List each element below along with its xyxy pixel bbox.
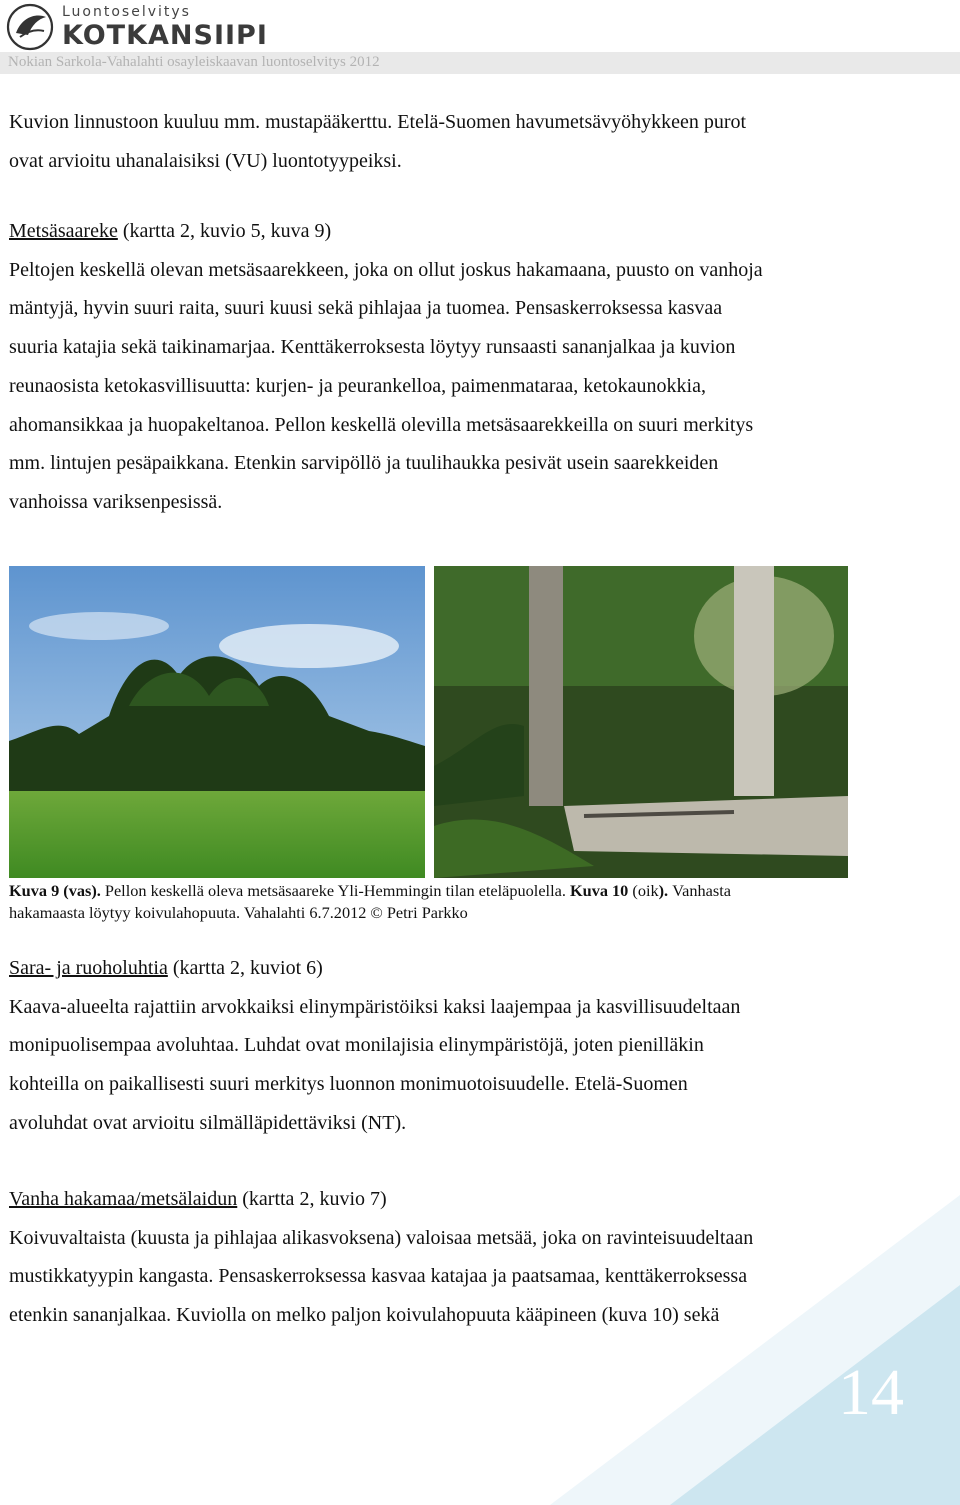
text-line: suuria katajia sekä taikinamarjaa. Kenttäkerroksesta löytyy runsaasti sananjalkaa ja kuvion bbox=[9, 336, 736, 359]
text-line: kohteilla on paikallisesti suuri merkitys luonnon monimuotoisuudelle. Etelä-Suomen bbox=[9, 1073, 688, 1096]
section-heading-ref: (kartta 2, kuvio 7) bbox=[237, 1188, 387, 1210]
text-line: Kaava-alueelta rajattiin arvokkaiksi elinympäristöiksi kaksi laajempaa ja kasvillisuudeltaan bbox=[9, 995, 741, 1018]
caption-text: Pellon keskellä oleva metsäsaareke Yli-Hemmingin tilan eteläpuolella. bbox=[100, 881, 570, 900]
text-line: mäntyjä, hyvin suuri raita, suuri kuusi sekä pihlajaa ja tuomea. Pensaskerroksessa kasvaa bbox=[9, 297, 723, 320]
paragraph-birds bbox=[9, 103, 909, 180]
caption-label: Kuva 10 bbox=[569, 881, 629, 900]
text-line: monipuolisempaa avoluhtaa. Luhdat ovat monilajisia elinympäristöjä, joten pienilläkin bbox=[9, 1034, 704, 1057]
section-heading: Sara- ja ruoholuhtia bbox=[9, 957, 168, 979]
text-line: reunaosista ketokasvillisuutta: kurjen- ja peurankelloa, paimenmataraa, ketokaunokkia, bbox=[9, 374, 706, 397]
text-line: mustikkatyypin kangasta. Pensaskerroksessa kasvaa katajaa ja paatsamaa, kenttäkerroksessa bbox=[9, 1265, 748, 1288]
photo-fallen-birch bbox=[434, 566, 848, 878]
section-heading-ref: (kartta 2, kuviot 6) bbox=[167, 957, 323, 979]
section-hakamaa bbox=[9, 1180, 909, 1335]
page-header bbox=[0, 0, 960, 76]
kotkansiipi-logo-icon bbox=[6, 3, 54, 51]
text-line: etenkin sananjalkaa. Kuviolla on melko paljon koivulahopuuta kääpineen (kuva 10) sekä bbox=[9, 1304, 720, 1327]
section-heading-ref: (kartta 2, kuvio 5, kuva 9) bbox=[117, 220, 332, 242]
caption-label: Kuva 9 (vas). bbox=[9, 881, 101, 900]
section-luhta bbox=[9, 949, 909, 1143]
text-line: mm. lintujen pesäpaikkana. Etenkin sarvipöllö ja tuulihaukka pesivät usein saarekkeiden bbox=[9, 452, 719, 475]
section-heading: Metsäsaareke bbox=[9, 220, 118, 242]
text-line: ovat arvioitu uhanalaisiksi (VU) luontotyypeiksi. bbox=[9, 149, 402, 172]
page-number: 14 bbox=[838, 1356, 904, 1429]
caption-text: ). bbox=[658, 881, 673, 900]
section-metsasaareke bbox=[9, 212, 909, 522]
text-line: vanhoissa variksenpesissä. bbox=[9, 490, 223, 513]
text-line: Koivuvaltaista (kuusta ja pihlajaa alikasvoksena) valoisaa metsää, joka on ravinteisuudeltaan bbox=[9, 1226, 754, 1249]
brand-tagline: Luontoselvitys bbox=[62, 4, 191, 20]
photo-forest-island bbox=[9, 566, 425, 878]
caption-text: Vanhasta bbox=[672, 881, 731, 900]
text-line: ahomansikkaa ja huopakeltanoa. Pellon keskellä olevilla metsäsaarekkeilla on suuri merkitys bbox=[9, 413, 754, 436]
brand-name: KOTKANSIIPI bbox=[62, 20, 268, 51]
section-heading: Vanha hakamaa/metsälaidun bbox=[9, 1188, 238, 1210]
caption-text: (oik bbox=[628, 881, 659, 900]
photo-caption bbox=[9, 880, 879, 923]
document-subtitle: Nokian Sarkola-Vahalahti osayleiskaavan luontoselvitys 2012 bbox=[8, 54, 380, 70]
caption-text: hakamaasta löytyy koivulahopuuta. Vahalahti 6.7.2012 © Petri Parkko bbox=[9, 902, 468, 922]
text-line: Peltojen keskellä olevan metsäsaarekkeen, joka on ollut joskus hakamaana, puusto on vanhoja bbox=[9, 258, 763, 281]
text-line: avoluhdat ovat arvioitu silmälläpidettäviksi (NT). bbox=[9, 1111, 407, 1134]
text-line: Kuvion linnustoon kuuluu mm. mustapääkerttu. Etelä-Suomen havumetsävyöhykkeen purot bbox=[9, 111, 747, 133]
